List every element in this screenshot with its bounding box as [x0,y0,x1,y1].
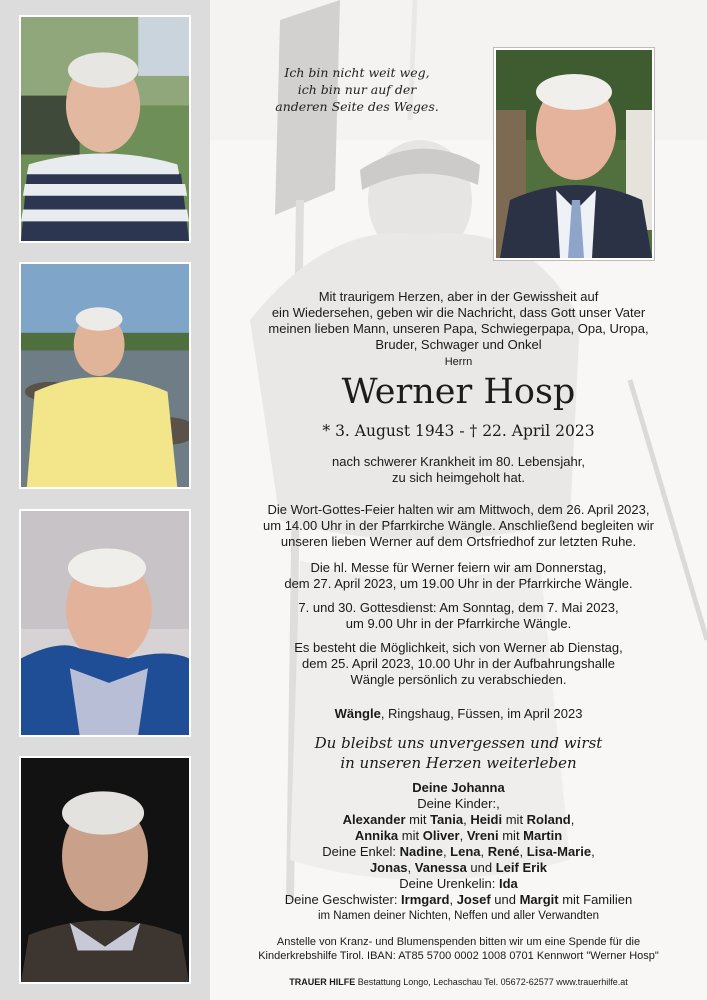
sibling-name: Margit [519,892,559,907]
grandchild-name: Jonas [369,860,408,875]
deceased-name: Werner Hosp [341,372,576,412]
footer-text: Bestattung Longo, Lechaschau Tel. 05672-62577 www.trauerhilfe.at [355,977,628,987]
wife-name: Deine Johanna [412,780,505,795]
photo-dark-background [19,756,191,984]
place-rest: , Ringshaug, Füssen, im April 2023 [380,706,583,721]
donation-line: Anstelle von Kranz- und Blumenspenden bitten wir um eine Spende für die [276,936,641,948]
grandchild-name: René [487,844,520,859]
greatgrandchildren-line: Deine Urenkelin: Ida [399,876,518,891]
poem [262,64,452,115]
child-name: Alexander [342,812,406,827]
child-name: Roland [526,812,571,827]
child-name: Heidi [470,812,503,827]
grandchildren-line: Jonas, Vanessa und Leif Erik [369,860,548,875]
sibling-name: Irmgard [401,892,450,907]
viewing-line: dem 25. April 2023, 10.00 Uhr in der Aufbahrungshalle [302,656,615,671]
grandchild-name: Vanessa [414,860,467,875]
motto-line: in unseren Herzen weiterleben [340,754,577,772]
mass-line: dem 27. April 2023, um 19.00 Uhr in der Pfarrkirche Wängle. [284,576,633,591]
grandchild-name: Leif Erik [495,860,548,875]
child-name: Oliver [422,828,460,843]
child-name: Annika [354,828,399,843]
mass-line: Die hl. Messe für Werner feiern wir am Donnerstag, [310,560,607,575]
child-name: Vreni [466,828,499,843]
portrait-photo [494,48,654,260]
greatgrandchild-name: Ida [498,876,518,891]
illness-line: nach schwerer Krankheit im 80. Lebensjahr, [332,454,585,469]
sibling-name: Josef [456,892,491,907]
intro-line: Bruder, Schwager und Onkel [375,337,542,352]
donation-line: Kinderkrebshilfe Tirol. IBAN: AT85 5700 0002 1008 0701 Kennwort "Werner Hosp" [258,950,659,962]
photo-striped-shirt [19,15,191,243]
service-line: 7. und 30. Gottesdienst: Am Sonntag, dem 7. Mai 2023, [298,600,619,615]
grandchildren-line: Deine Enkel: Nadine, Lena, René, Lisa-Marie, [322,844,595,859]
children-line: Annika mit Oliver, Vreni mit Martin [354,828,563,843]
motto-line: Du bleibst uns unvergessen und wirst [314,734,603,752]
intro-line: ein Wiedersehen, geben wir die Nachricht, dass Gott unser Vater [271,305,646,320]
photo-sidebar [0,0,210,1000]
footer-brand: TRAUER HILFE [289,977,356,987]
footer [210,977,707,987]
poem-line: anderen Seite des Weges. [275,99,439,114]
place-bold: Wängle [334,706,381,721]
photo-yellow-shirt [19,262,191,489]
intro-line: meinen lieben Mann, unseren Papa, Schwiegerpapa, Opa, Uropa, [268,321,649,336]
intro-line: Mit traurigem Herzen, aber in der Gewissheit auf [318,289,599,304]
wife [210,780,707,795]
poem-line: ich bin nur auf der [297,82,417,97]
service-line: um 9.00 Uhr in der Pfarrkirche Wängle. [345,616,572,631]
child-name: Martin [523,828,563,843]
illness-line: zu sich heimgeholt hat. [392,470,525,485]
children-label: Deine Kinder:, [417,796,500,811]
grandchild-name: Lisa-Marie [526,844,592,859]
funeral-line: um 14.00 Uhr in der Pfarrkirche Wängle. Anschließend begleiten wir [263,518,654,533]
relatives-line: im Namen deiner Nichten, Neffen und aller Verwandten [317,910,600,922]
poem-line: Ich bin nicht weit weg, [284,65,430,80]
place-date [210,706,707,721]
siblings-line: Deine Geschwister: Irmgard, Josef und Margit mit Familien [284,892,633,907]
life-dates: * 3. August 1943 - † 22. April 2023 [322,422,595,440]
child-name: Tania [430,812,464,827]
viewing-line: Es besteht die Möglichkeit, sich von Werner ab Dienstag, [294,640,623,655]
salutation: Herrn [444,356,473,368]
grandchild-name: Lena [450,844,481,859]
children-line: Alexander mit Tania, Heidi mit Roland, [342,812,575,827]
viewing-line: Wängle persönlich zu verabschieden. [350,672,567,687]
photo-blue-jacket [19,509,191,737]
grandchild-name: Nadine [399,844,443,859]
funeral-line: Die Wort-Gottes-Feier halten wir am Mittwoch, dem 26. April 2023, [267,502,650,517]
funeral-line: unseren lieben Werner auf dem Ortsfriedhof zur letzten Ruhe. [280,534,637,549]
